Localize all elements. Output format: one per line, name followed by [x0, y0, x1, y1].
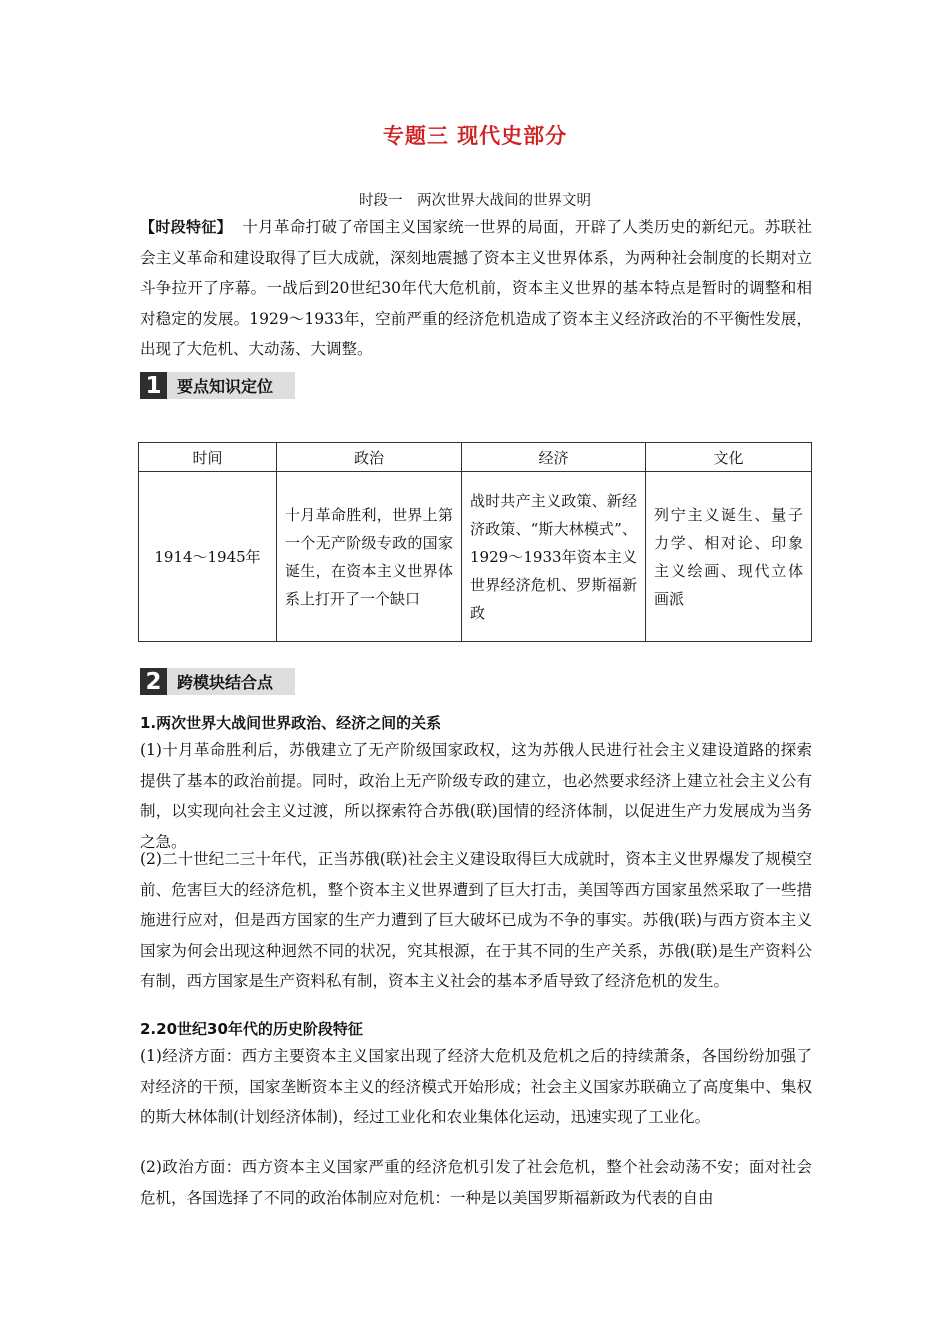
intro-label: 【时段特征】	[140, 218, 232, 236]
cell-time: 1914～1945年	[139, 472, 277, 642]
point1-paragraph-2: (2)二十世纪二三十年代，正当苏俄(联)社会主义建设取得巨大成就时，资本主义世界爆发了规模空前、危害巨大的经济危机，整个资本主义世界遭到了巨大打击，美国等西方国家虽然采取了一些措施进行应对，但是西方国家的生产力遭到了巨大破坏已成为不争的事实。苏俄(联)与西方资本主义国家为何会出现这种迥然不同的状况，究其根源，在于其不同的生产关系，苏俄(联)是生产资料公有制，西方国家是生产资料私有制，资本主义社会的基本矛盾导致了经济危机的发生。	[140, 850, 812, 990]
section-header-2	[140, 668, 295, 695]
cell-politics-text: 十月革命胜利，世界上第一个无产阶级专政的国家诞生，在资本主义世界体系上打开了一个缺口	[285, 505, 453, 608]
intro-text: 十月革命打破了帝国主义国家统一世界的局面，开辟了人类历史的新纪元。苏联社会主义革命和建设取得了巨大成就，深刻地震撼了资本主义世界体系，为两种社会制度的长期对立斗争拉开了序幕。一战后到20世纪30年代大危机前，资本主义世界的基本特点是暂时的调整和相对稳定的发展。1929～1933年，空前严重的经济危机造成了资本主义经济政治的不平衡性发展，出现了大危机、大动荡、大调整。	[140, 218, 812, 358]
header-economy: 经济	[462, 443, 646, 472]
point2-heading: 2.20世纪30年代的历史阶段特征	[140, 1020, 363, 1038]
table-row	[139, 472, 812, 642]
intro-paragraph	[140, 212, 812, 365]
point2-paragraph-1: (1)经济方面：西方主要资本主义国家出现了经济大危机及危机之后的持续萧条，各国纷纷加强了对经济的干预，国家垄断资本主义的经济模式开始形成；社会主义国家苏联确立了高度集中、集权的斯大林体制(计划经济体制)，经过工业化和农业集体化运动，迅速实现了工业化。	[140, 1047, 812, 1126]
knowledge-table	[138, 442, 812, 642]
section-number-1: 1	[140, 372, 167, 399]
header-time: 时间	[139, 443, 277, 472]
point2-paragraph-2: (2)政治方面：西方资本主义国家严重的经济危机引发了社会危机，整个社会动荡不安；面对社会危机，各国选择了不同的政治体制应对危机：一种是以美国罗斯福新政为代表的自由	[140, 1158, 812, 1207]
section-number-2: 2	[140, 668, 167, 695]
section-label-2: 跨模块结合点	[177, 673, 274, 692]
cell-economy	[462, 472, 646, 642]
page-title: 专题三 现代史部分	[382, 124, 568, 148]
cell-politics	[277, 472, 462, 642]
cell-culture-text: 列宁主义诞生、量子力学、相对论、印象主义绘画、现代立体画派	[654, 505, 803, 608]
cell-economy-text: 战时共产主义政策、新经济政策、“斯大林模式”、1929～1933年资本主义世界经济危机、罗斯福新政	[470, 491, 637, 622]
period-subtitle: 时段一 两次世界大战间的世界文明	[359, 193, 591, 209]
cell-culture	[646, 472, 812, 642]
header-politics: 政治	[277, 443, 462, 472]
table-header-row	[139, 443, 812, 472]
section-header-1	[140, 372, 295, 399]
section-label-1: 要点知识定位	[177, 377, 274, 396]
point1-paragraph-1: (1)十月革命胜利后，苏俄建立了无产阶级国家政权，这为苏俄人民进行社会主义建设道路的探索提供了基本的政治前提。同时，政治上无产阶级专政的建立，也必然要求经济上建立社会主义公有制，以实现向社会主义过渡，所以探索符合苏俄(联)国情的经济体制，以促进生产力发展成为当务之急。	[140, 741, 812, 851]
point1-heading: 1.两次世界大战间世界政治、经济之间的关系	[140, 714, 442, 732]
header-culture: 文化	[646, 443, 812, 472]
